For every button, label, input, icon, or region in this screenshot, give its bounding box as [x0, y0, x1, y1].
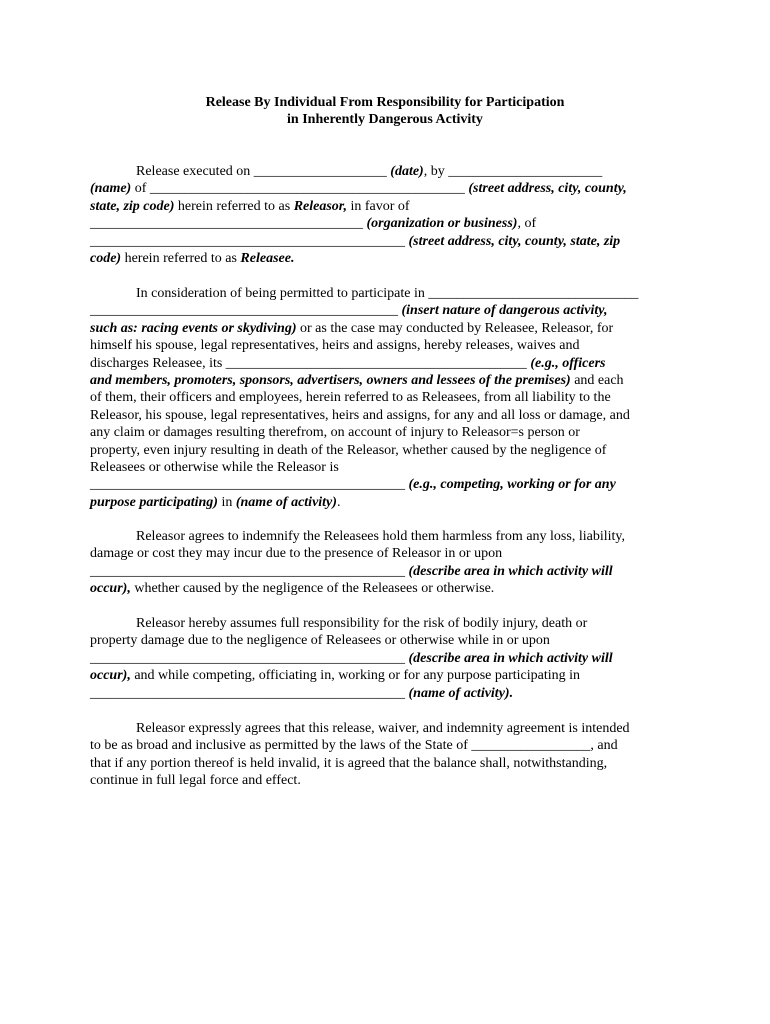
- text-line: property damage due to the negligence of Releasees or otherwise while in or upon: [90, 633, 550, 649]
- title-line-2: in Inherently Dangerous Activity: [287, 112, 483, 128]
- text-line: to be as broad and inclusive as permitted by the laws of the State of _________________, and: [90, 738, 618, 754]
- text-line: Releasor, his spouse, legal representatives, heirs and assigns, for any and all loss or damage, and: [90, 407, 630, 423]
- paragraph-scope: [90, 720, 680, 790]
- text-line: such as: racing events or skydiving) or as the case may conducted by Releasee, Releasor, for: [90, 320, 614, 336]
- text-line: damage or cost they may incur due to the presence of Releasor in or upon: [90, 546, 503, 562]
- text-line: continue in full legal force and effect.: [90, 773, 301, 789]
- text-line: Releasor expressly agrees that this release, waiver, and indemnity agreement is intended: [136, 721, 630, 736]
- text-line: _____________________________________________ (street address, city, county, state, zip: [90, 233, 621, 249]
- text-line: Releasees or otherwise while the Releasor is: [90, 459, 339, 475]
- text-line: any claim or damages resulting therefrom, on account of injury to Releasor=s person or: [90, 425, 580, 441]
- text-line: himself his spouse, legal representatives, heirs and assigns, hereby releases, waives and: [90, 338, 580, 354]
- text-line: state, zip code) herein referred to as Releasor, in favor of: [90, 198, 410, 214]
- text-line: purpose participating) in (name of activity).: [90, 494, 341, 510]
- text-line: discharges Releasee, its ___________________________________________ (e.g., officers: [90, 355, 606, 371]
- text-line: _____________________________________________ (describe area in which activity will: [90, 563, 613, 579]
- text-line: occur), and while competing, officiating in, working or for any purpose participating in: [90, 668, 581, 684]
- document-title: [0, 94, 770, 129]
- text-line: _____________________________________________ (name of activity).: [90, 685, 514, 701]
- text-line: of them, their officers and employees, herein referred to as Releasees, from all liability to the: [90, 390, 611, 406]
- text-line: and members, promoters, sponsors, advertisers, owners and lessees of the premises) and each: [90, 372, 624, 388]
- text-line: ____________________________________________ (insert nature of dangerous activity,: [90, 303, 608, 319]
- text-line: Releasor hereby assumes full responsibility for the risk of bodily injury, death or: [136, 616, 588, 631]
- text-line: occur), whether caused by the negligence of the Releasees or otherwise.: [90, 581, 495, 597]
- text-line: code) herein referred to as Releasee.: [90, 250, 295, 266]
- text-line: Release executed on ___________________ (date), by ______________________: [136, 164, 603, 179]
- paragraph-assume-risk: [90, 615, 680, 702]
- text-line: _____________________________________________ (e.g., competing, working or for any: [90, 477, 616, 493]
- text-line: _______________________________________ (organization or business), of: [90, 216, 537, 232]
- text-line: (name) of _____________________________________________ (street address, city, county,: [90, 181, 627, 197]
- paragraph-parties: [90, 163, 680, 267]
- paragraph-consideration: [90, 285, 680, 511]
- text-line: In consideration of being permitted to participate in ______________________________: [136, 286, 639, 301]
- text-line: Releasor agrees to indemnify the Releasees hold them harmless from any loss, liability,: [136, 529, 625, 544]
- text-line: that if any portion thereof is held invalid, it is agreed that the balance shall, notwithstanding,: [90, 755, 608, 771]
- paragraph-indemnify: [90, 528, 680, 598]
- text-line: property, even injury resulting in death of the Releasor, whether caused by the negligence of: [90, 442, 607, 458]
- title-line-1: Release By Individual From Responsibility for Participation: [205, 95, 565, 110]
- text-line: _____________________________________________ (describe area in which activity will: [90, 650, 613, 666]
